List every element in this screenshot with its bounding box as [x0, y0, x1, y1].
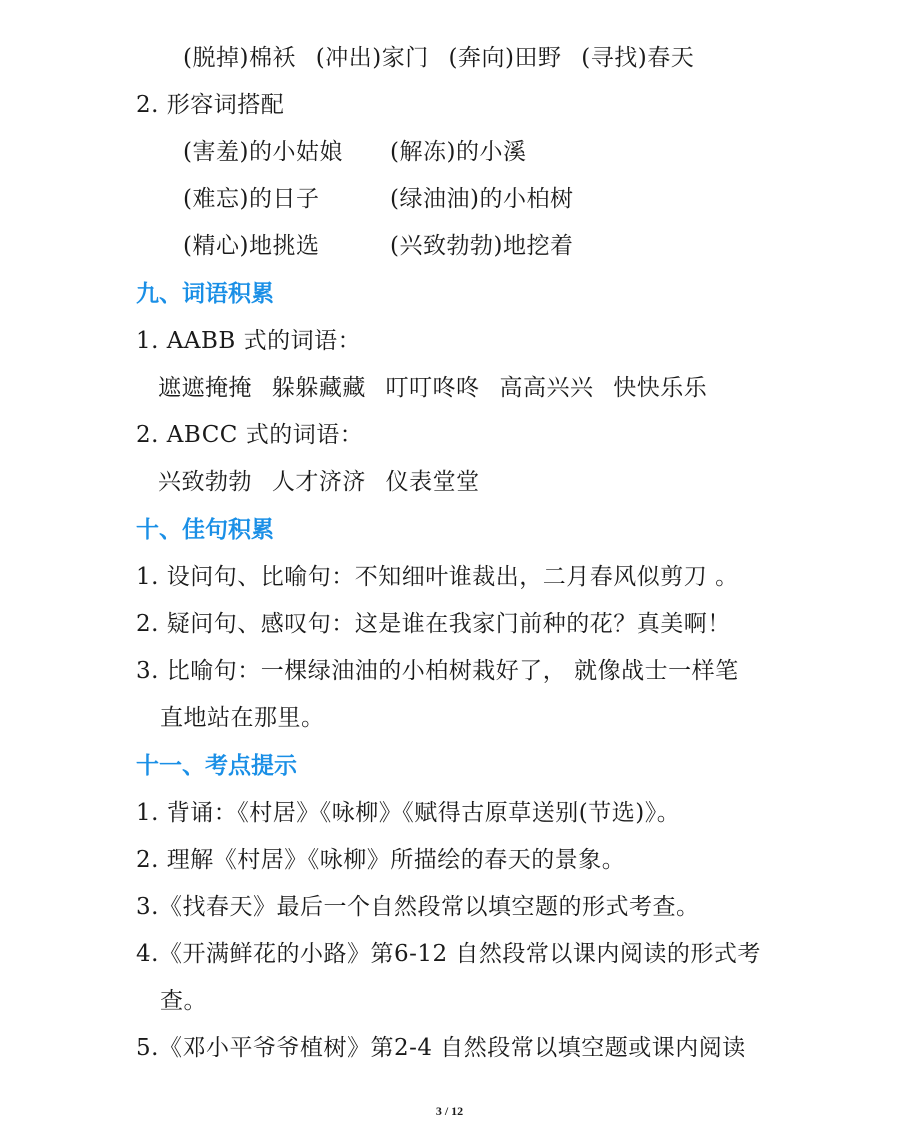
exam-tip-item: 2. 理解《村居》《咏柳》所描绘的春天的景象。 [136, 847, 626, 873]
section-heading-exam-tips: 十一、考点提示 [136, 753, 297, 779]
exam-tip-item: 3.《找春天》最后一个自然段常以填空题的形式考查。 [136, 894, 700, 920]
adjective-phrase: (解冻)的小溪 [390, 139, 527, 165]
adjective-phrase: (绿油油)的小柏树 [390, 186, 574, 212]
verb-phrase-line [183, 42, 694, 74]
vocab-word: 快快乐乐 [613, 375, 708, 401]
vocab-word: 兴致勃勃 [158, 469, 252, 495]
vocab-words-aabb [158, 372, 707, 404]
section-heading-sentences: 十、佳句积累 [136, 517, 274, 543]
vocab-word: 叮叮咚咚 [385, 375, 480, 401]
adjective-phrase: (兴致勃勃)地挖着 [390, 233, 574, 259]
sentence-item: 2. 疑问句、感叹句：这是谁在我家门前种的花？真美啊！ [136, 611, 731, 637]
verb-phrase: (冲出)家门 [315, 45, 429, 71]
adjective-phrase: (难忘)的日子 [183, 186, 320, 212]
verb-phrase: (脱掉)棉袄 [183, 45, 296, 71]
adjective-phrase: (害羞)的小姑娘 [183, 139, 343, 165]
section-heading-vocabulary: 九、词语积累 [136, 281, 274, 307]
exam-tip-item: 1. 背诵：《村居》《咏柳》《赋得古原草送别(节选)》。 [136, 800, 681, 826]
exam-tip-item-continuation: 查。 [160, 988, 207, 1014]
sentence-item: 1. 设问句、比喻句：不知细叶谁裁出，二月春风似剪刀 。 [136, 564, 739, 590]
exam-tip-item: 5.《邓小平爷爷植树》第2-4 自然段常以填空题或课内阅读 [136, 1035, 746, 1061]
vocab-words-abcc [158, 466, 480, 498]
sentence-item-continuation: 直地站在那里。 [160, 705, 325, 731]
vocab-word: 人才济济 [271, 469, 366, 495]
adjective-section-title: 2. 形容词搭配 [136, 92, 285, 118]
vocab-word: 仪表堂堂 [385, 469, 480, 495]
page-number: 3 / 12 [435, 1104, 464, 1118]
vocab-item-aabb: 1. AABB 式的词语： [136, 328, 362, 354]
verb-phrase: (寻找)春天 [581, 45, 695, 71]
vocab-word: 高高兴兴 [499, 375, 594, 401]
exam-tip-item: 4.《开满鲜花的小路》第6-12 自然段常以课内阅读的形式考 [136, 941, 761, 967]
verb-phrase: (奔向)田野 [448, 45, 562, 71]
sentence-item: 3. 比喻句：一棵绿油油的小柏树栽好了， 就像战士一样笔 [136, 658, 739, 684]
vocab-word: 躲躲藏藏 [271, 375, 366, 401]
vocab-item-abcc: 2. ABCC 式的词语： [136, 422, 364, 448]
adjective-phrase: (精心)地挑选 [183, 233, 320, 259]
vocab-word: 遮遮掩掩 [158, 375, 252, 401]
